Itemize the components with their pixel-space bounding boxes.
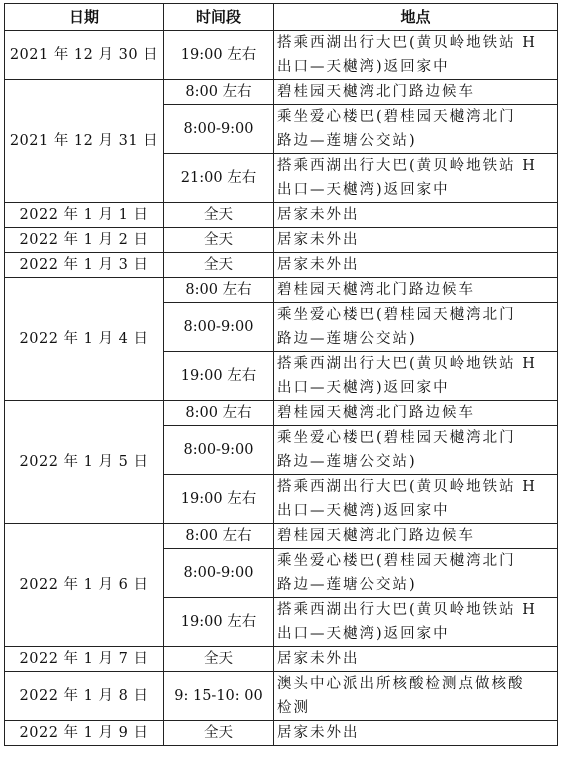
place-line: 出口—天樾湾)返回家中 — [277, 59, 450, 75]
table-row — [5, 31, 558, 80]
place-line: 路边—莲塘公交站) — [277, 454, 417, 470]
date-cell: 2022 年 1 月 9 日 — [5, 721, 164, 746]
place-line: 居家未外出 — [277, 232, 360, 248]
header-row — [5, 4, 558, 31]
place-cell — [274, 475, 558, 524]
date-cell: 2021 年 12 月 31 日 — [5, 80, 164, 203]
table-row — [5, 401, 558, 426]
time-cell: 21:00 左右 — [164, 154, 274, 203]
place-cell — [274, 253, 558, 278]
date-cell: 2022 年 1 月 4 日 — [5, 278, 164, 401]
place-line: 出口—天樾湾)返回家中 — [277, 503, 450, 519]
place-line: 碧桂园天樾湾北门路边候车 — [277, 405, 475, 421]
time-cell: 19:00 左右 — [164, 598, 274, 647]
place-cell — [274, 647, 558, 672]
table-row — [5, 672, 558, 721]
time-cell: 8:00-9:00 — [164, 303, 274, 352]
time-cell: 全天 — [164, 203, 274, 228]
time-cell: 8:00 左右 — [164, 80, 274, 105]
place-cell — [274, 401, 558, 426]
table-row — [5, 203, 558, 228]
time-cell: 全天 — [164, 253, 274, 278]
place-line: 搭乘西湖出行大巴(黄贝岭地铁站 H — [277, 356, 537, 372]
date-cell: 2022 年 1 月 7 日 — [5, 647, 164, 672]
place-line: 搭乘西湖出行大巴(黄贝岭地铁站 H — [277, 158, 537, 174]
place-line: 路边—莲塘公交站) — [277, 331, 417, 347]
place-cell — [274, 228, 558, 253]
place-cell — [274, 598, 558, 647]
time-cell: 8:00 左右 — [164, 524, 274, 549]
place-cell — [274, 672, 558, 721]
time-cell: 19:00 左右 — [164, 31, 274, 80]
time-cell: 8:00-9:00 — [164, 549, 274, 598]
time-cell: 8:00-9:00 — [164, 426, 274, 475]
header-time: 时间段 — [164, 4, 274, 31]
table-row — [5, 253, 558, 278]
place-line: 路边—莲塘公交站) — [277, 577, 417, 593]
time-cell: 8:00-9:00 — [164, 105, 274, 154]
date-cell: 2022 年 1 月 1 日 — [5, 203, 164, 228]
table-row — [5, 80, 558, 105]
time-cell: 19:00 左右 — [164, 475, 274, 524]
table-row — [5, 647, 558, 672]
place-line: 居家未外出 — [277, 257, 360, 273]
date-cell: 2022 年 1 月 3 日 — [5, 253, 164, 278]
place-line: 乘坐爱心楼巴(碧桂园天樾湾北门 — [277, 109, 516, 125]
place-line: 碧桂园天樾湾北门路边候车 — [277, 528, 475, 544]
table-row — [5, 721, 558, 746]
place-line: 居家未外出 — [277, 207, 360, 223]
time-cell: 全天 — [164, 647, 274, 672]
place-line: 乘坐爱心楼巴(碧桂园天樾湾北门 — [277, 430, 516, 446]
place-line: 出口—天樾湾)返回家中 — [277, 380, 450, 396]
time-cell: 全天 — [164, 721, 274, 746]
place-line: 乘坐爱心楼巴(碧桂园天樾湾北门 — [277, 307, 516, 323]
place-cell — [274, 154, 558, 203]
place-line: 搭乘西湖出行大巴(黄贝岭地铁站 H — [277, 479, 537, 495]
place-cell — [274, 352, 558, 401]
table-row — [5, 524, 558, 549]
date-cell: 2021 年 12 月 30 日 — [5, 31, 164, 80]
time-cell: 9: 15-10: 00 — [164, 672, 274, 721]
place-line: 澳头中心派出所核酸检测点做核酸 — [277, 676, 525, 692]
place-line: 搭乘西湖出行大巴(黄贝岭地铁站 H — [277, 35, 537, 51]
place-cell — [274, 524, 558, 549]
place-cell — [274, 303, 558, 352]
place-cell — [274, 721, 558, 746]
place-line: 出口—天樾湾)返回家中 — [277, 182, 450, 198]
place-line: 检测 — [277, 700, 310, 716]
place-line: 碧桂园天樾湾北门路边候车 — [277, 282, 475, 298]
header-place: 地点 — [274, 4, 558, 31]
place-cell — [274, 549, 558, 598]
place-line: 路边—莲塘公交站) — [277, 133, 417, 149]
date-cell: 2022 年 1 月 5 日 — [5, 401, 164, 524]
time-cell: 8:00 左右 — [164, 278, 274, 303]
place-cell — [274, 31, 558, 80]
place-cell — [274, 278, 558, 303]
date-cell: 2022 年 1 月 2 日 — [5, 228, 164, 253]
time-cell: 8:00 左右 — [164, 401, 274, 426]
table-row — [5, 228, 558, 253]
place-cell — [274, 80, 558, 105]
place-line: 搭乘西湖出行大巴(黄贝岭地铁站 H — [277, 602, 537, 618]
place-line: 居家未外出 — [277, 651, 360, 667]
time-cell: 全天 — [164, 228, 274, 253]
place-line: 居家未外出 — [277, 725, 360, 741]
header-date: 日期 — [5, 4, 164, 31]
itinerary-table — [4, 3, 558, 746]
place-line: 出口—天樾湾)返回家中 — [277, 626, 450, 642]
time-cell: 19:00 左右 — [164, 352, 274, 401]
date-cell: 2022 年 1 月 6 日 — [5, 524, 164, 647]
place-line: 碧桂园天樾湾北门路边候车 — [277, 84, 475, 100]
place-line: 乘坐爱心楼巴(碧桂园天樾湾北门 — [277, 553, 516, 569]
place-cell — [274, 105, 558, 154]
place-cell — [274, 203, 558, 228]
place-cell — [274, 426, 558, 475]
table-row — [5, 278, 558, 303]
date-cell: 2022 年 1 月 8 日 — [5, 672, 164, 721]
